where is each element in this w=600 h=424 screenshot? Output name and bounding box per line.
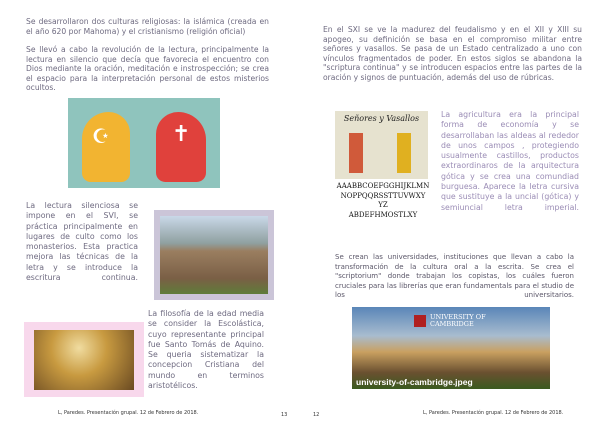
- left-page-number: 13: [281, 412, 288, 418]
- knight-figure: [349, 133, 363, 173]
- vassal-figure: [397, 133, 411, 173]
- uncial-alphabet-image: [333, 182, 433, 220]
- castle-image-frame: [154, 210, 274, 300]
- crescent-icon: ☪: [92, 124, 110, 148]
- image-title: Señores y Vasallos: [343, 114, 420, 123]
- lords-vassals-image: [335, 111, 428, 179]
- saint-thomas-painting: [34, 330, 134, 390]
- left-footer-citation: L, Paredes. Presentación grupal. 12 de Febrero de 2018.: [58, 410, 199, 416]
- cambridge-crest-icon: [414, 315, 426, 327]
- paragraph-agriculture: La agricultura era la principal forma de economía y se desarrollaban las aldeas al rededor de unos campos , protegiendo usualmente castillos, productos extraordinaros de la arquitectura gótica y se crea una comundiad burguesa. Aparece la letra cursiva que sustituye a la uncial (gótica) y semiuncial letra imperial.: [441, 110, 579, 212]
- religion-heads-image: [68, 98, 220, 188]
- alphabet-line: AAABBCOEFGGHIJKLMN: [336, 182, 430, 190]
- alphabet-line: ABDEFHMOSTLXY: [348, 210, 418, 219]
- alphabet-line: NOPPQQRSSTTUVWXY: [340, 191, 426, 200]
- right-footer-citation: L, Paredes. Presentación grupal. 12 de Febrero de 2018.: [423, 410, 564, 416]
- right-page-number: 12: [313, 412, 320, 418]
- cambridge-logo-text: UNIVERSITY OF CAMBRIDGE: [430, 313, 486, 328]
- paragraph-silent-reading: La lectura silenciosa se impone en el SVI, se práctica principalmente en lugares de culto como los monasterios. Esta practica mejora las técnicas de la letra y se introduce la escritura continua.: [26, 201, 138, 283]
- cambridge-image: [352, 307, 550, 389]
- image-filename-caption: university-of-cambridge.jpeg: [356, 377, 473, 387]
- paragraph-scholasticism: La filosofía de la edad media se consider la Escolástica, cuyo representante principal fue Santo Tomás de Aquino. Se queria sistematizar la concepcion Cristiana del mundo en terminos aristotélicos.: [148, 309, 264, 391]
- paragraph-feudalism: En el SXI se ve la madurez del feudalismo y en el XII y XIII su apogeo, su definición se basa en el compromiso militar entre señores y vasallos. Se pasa de un Estado centralizado a uno con vínculos fragmentados de poder. En estos siglos se abandona la "scriptura continua" y se introducen espacios entre las partes de la oración y signos de puntuación, además del uso de rúbricas.: [323, 25, 582, 82]
- paragraph-universities: Se crean las universidades, instituciones que llevan a cabo la transformación de la cultura oral a la escrita. Se crea el "scriptorium" donde trabajan los copistas, los cuáles fueron cruciales para las librerías que eran fundamentals para el studio de los universitarios.: [335, 253, 574, 299]
- alphabet-line: YZ: [378, 201, 388, 209]
- castle-photo: [160, 216, 268, 294]
- paragraph-reading-revolution: Se llevó a cabo la revolución de la lectura, principalmente la lectura en silencio que decía que favorecia el encuentro con Dios mediante la oración, meditación e instrospección; se crea el espacio para la interpretación personal de estos misterios ocultos.: [26, 45, 269, 93]
- cross-icon: ✝: [172, 122, 191, 147]
- aquinas-image-frame: [24, 322, 144, 397]
- paragraph-religions: Se desarrollaron dos culturas religiosas: la islámica (creada en el año 620 por Mahoma) y el cristianismo (religión oficial): [26, 17, 269, 36]
